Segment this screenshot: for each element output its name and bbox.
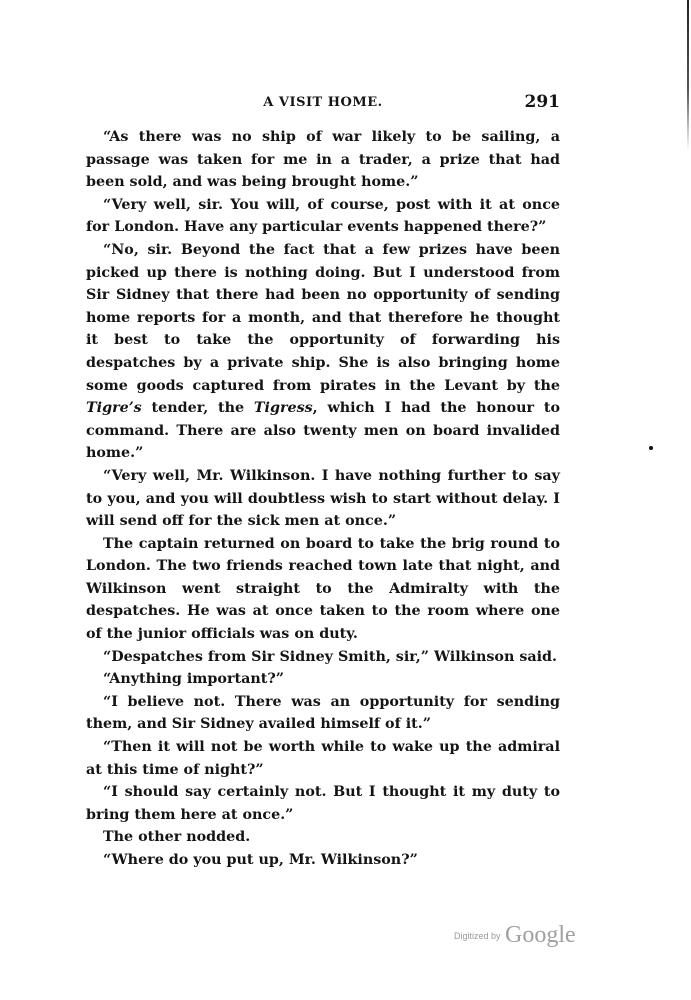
paragraph-3-text-c: , which I had the honour to command. There are also twenty men on board invalided home.” — [86, 400, 560, 462]
paragraph-5-text: The captain returned on board to take the brig round to London. The two friends reached town late that night, and Wilkinson went straight to the Admiralty with the despatches. He was at once taken to the room where one of the junior officials was on duty. — [86, 535, 560, 643]
paragraph-12 — [86, 849, 560, 872]
paragraph-2 — [86, 194, 560, 239]
paragraph-9 — [86, 736, 560, 781]
paragraph-3-text-a: “No, sir. Beyond the fact that a few prizes have been picked up there is nothing doing. But I understood from Sir Sidney that there had been no opportunity of sending home reports for a month, and that therefore he thought it best to take the opportunity of forwarding his despatches by a private ship. She is also bringing home some goods captured from pirates in the Levant by the — [86, 241, 560, 394]
paragraph-3 — [86, 239, 560, 465]
paragraph-10-text: “I should say certainly not. But I thought it my duty to bring them here at once.” — [86, 784, 560, 823]
ship-name-tigres: Tigre’s — [86, 400, 142, 417]
body-text — [86, 126, 560, 872]
running-title: A VISIT HOME. — [263, 95, 383, 110]
paragraph-8-text: “I believe not. There was an opportunity for sending them, and Sir Sidney availed himself of it.” — [86, 693, 560, 733]
paragraph-4-text: “Very well, Mr. Wilkinson. I have nothing further to say to you, and you will doubtless wish to start without delay. I will send off for the sick men at once.” — [86, 467, 560, 530]
paragraph-7-text: “Anything important?” — [103, 671, 284, 688]
paragraph-7 — [86, 668, 560, 691]
running-head — [86, 92, 560, 116]
book-page — [86, 92, 560, 872]
page-number: 291 — [524, 92, 560, 112]
google-logo: Google — [504, 922, 576, 948]
paragraph-5 — [86, 533, 560, 646]
paragraph-10 — [86, 781, 560, 826]
digitized-by-watermark — [454, 922, 576, 949]
paragraph-2-text: “Very well, sir. You will, of course, post with it at once for London. Have any particular events happened there?” — [86, 196, 560, 236]
scan-edge-shadow — [687, 0, 689, 150]
paragraph-12-text: “Where do you put up, Mr. Wilkinson?” — [103, 852, 418, 868]
paragraph-11-text: The other nodded. — [103, 829, 251, 846]
paragraph-6 — [86, 646, 560, 669]
ship-name-tigress: Tigress — [253, 400, 313, 417]
ink-speck — [649, 446, 653, 450]
paragraph-4 — [86, 465, 560, 533]
paragraph-11 — [86, 826, 560, 849]
paragraph-1 — [86, 126, 560, 194]
paragraph-6-text: “Despatches from Sir Sidney Smith, sir,” Wilkinson said. — [103, 648, 558, 665]
paragraph-3-text-b: tender, the — [141, 400, 254, 417]
paragraph-8 — [86, 691, 560, 736]
paragraph-9-text: “Then it will not be worth while to wake up the admiral at this time of night?” — [86, 739, 560, 778]
watermark-prefix: Digitized by — [454, 931, 501, 941]
paragraph-1-text: “As there was no ship of war likely to be sailing, a passage was taken for me in a trader, a prize that had been sold, and was being brought home.” — [86, 129, 560, 191]
